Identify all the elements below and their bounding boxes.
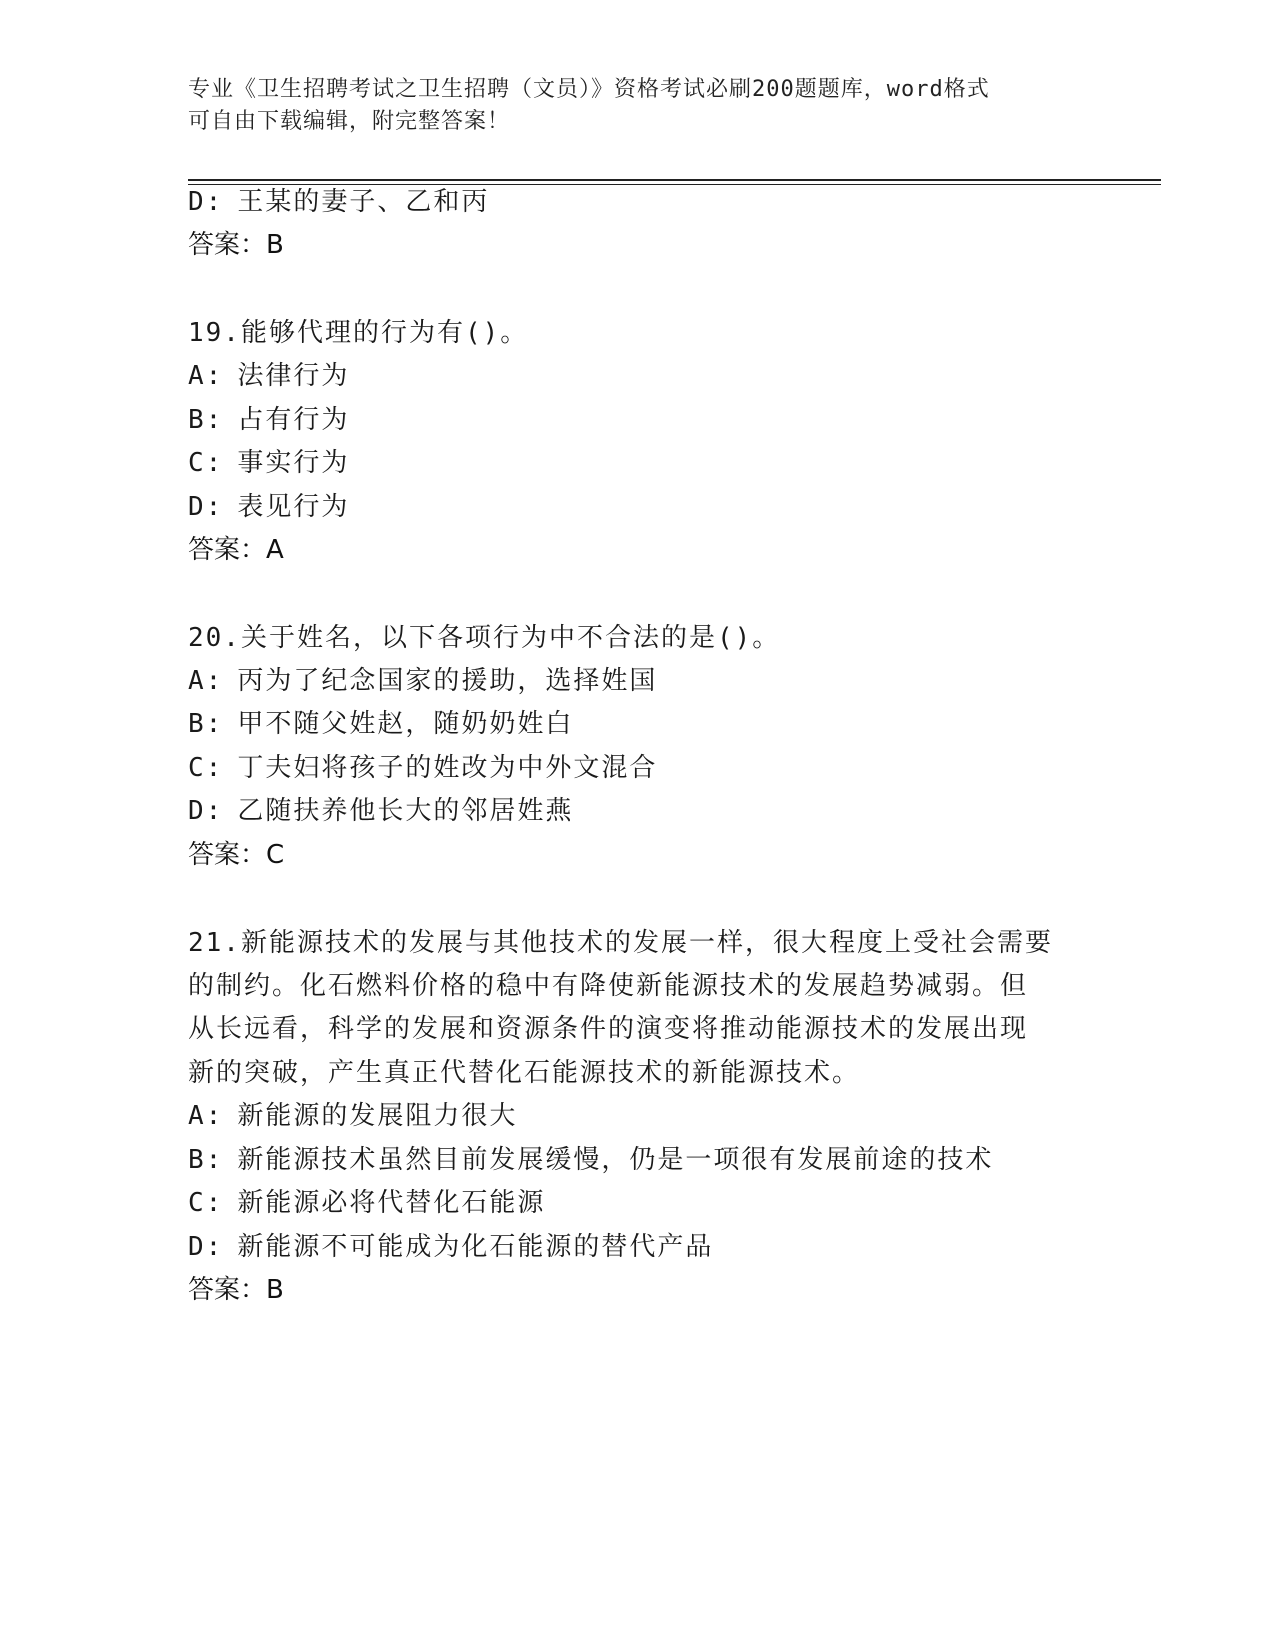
q20-stem: 20.关于姓名，以下各项行为中不合法的是()。 — [188, 623, 781, 653]
option-text: 甲不随父姓赵，随奶奶姓白 — [237, 709, 574, 739]
q19-option-d — [188, 489, 349, 525]
q19-option-a — [188, 358, 349, 394]
option-text: 新能源必将代替化石能源 — [237, 1188, 546, 1218]
option-label: C: — [188, 448, 224, 478]
option-text: 丁夫妇将孩子的姓改为中外文混合 — [237, 753, 658, 783]
option-label: C: — [188, 1188, 224, 1218]
option-label: B: — [188, 405, 224, 435]
option-label: D: — [188, 187, 224, 217]
option-text: 表见行为 — [237, 492, 350, 522]
q21-option-d — [188, 1229, 713, 1265]
header-line-2: 可自由下载编辑，附完整答案！ — [188, 109, 511, 134]
q20-option-a — [188, 663, 657, 699]
option-label: A: — [188, 666, 224, 696]
option-text: 事实行为 — [237, 448, 350, 478]
q19-option-b — [188, 402, 349, 438]
q21-stem-line-1: 21.新能源技术的发展与其他技术的发展一样，很大程度上受社会需要 — [188, 928, 1053, 958]
q20-option-c — [188, 750, 657, 786]
q19-answer: 答案：A — [188, 535, 284, 565]
option-text: 占有行为 — [237, 405, 350, 435]
q20-option-b — [188, 706, 573, 742]
option-text: 新能源不可能成为化石能源的替代产品 — [237, 1232, 714, 1262]
q21-answer: 答案：B — [188, 1275, 284, 1305]
option-label: D: — [188, 492, 224, 522]
q21-option-a — [188, 1098, 517, 1134]
option-text: 乙随扶养他长大的邻居姓燕 — [237, 796, 574, 826]
header-line-1: 专业《卫生招聘考试之卫生招聘（文员）》资格考试必刷200题题库，word格式 — [188, 77, 990, 102]
q20-answer: 答案：C — [188, 840, 285, 870]
q21-option-b — [188, 1142, 993, 1178]
option-text: 新能源技术虽然目前发展缓慢，仍是一项很有发展前途的技术 — [237, 1145, 994, 1175]
option-label: D: — [188, 1232, 224, 1262]
option-label: D: — [188, 796, 224, 826]
option-text: 丙为了纪念国家的援助，选择姓国 — [237, 666, 658, 696]
option-text: 法律行为 — [237, 361, 350, 391]
q18-answer: 答案：B — [188, 230, 284, 260]
q19-option-c — [188, 445, 349, 481]
option-label: A: — [188, 361, 224, 391]
option-label: B: — [188, 709, 224, 739]
header-divider-thick — [188, 179, 1161, 181]
q21-option-c — [188, 1185, 545, 1221]
q20-option-d — [188, 793, 573, 829]
option-label: A: — [188, 1101, 224, 1131]
q18-option-d — [188, 184, 489, 220]
option-label: B: — [188, 1145, 224, 1175]
option-text: 王某的妻子、乙和丙 — [237, 187, 490, 217]
q21-stem-line-4: 新的突破，产生真正代替化石能源技术的新能源技术。 — [188, 1058, 861, 1088]
q21-stem-line-3: 从长远看，科学的发展和资源条件的演变将推动能源技术的发展出现 — [188, 1014, 1029, 1044]
q19-stem: 19.能够代理的行为有()。 — [188, 318, 529, 348]
option-label: C: — [188, 753, 224, 783]
option-text: 新能源的发展阻力很大 — [237, 1101, 518, 1131]
q21-stem-line-2: 的制约。化石燃料价格的稳中有降使新能源技术的发展趋势减弱。但 — [188, 971, 1029, 1001]
page-header — [188, 74, 1088, 138]
